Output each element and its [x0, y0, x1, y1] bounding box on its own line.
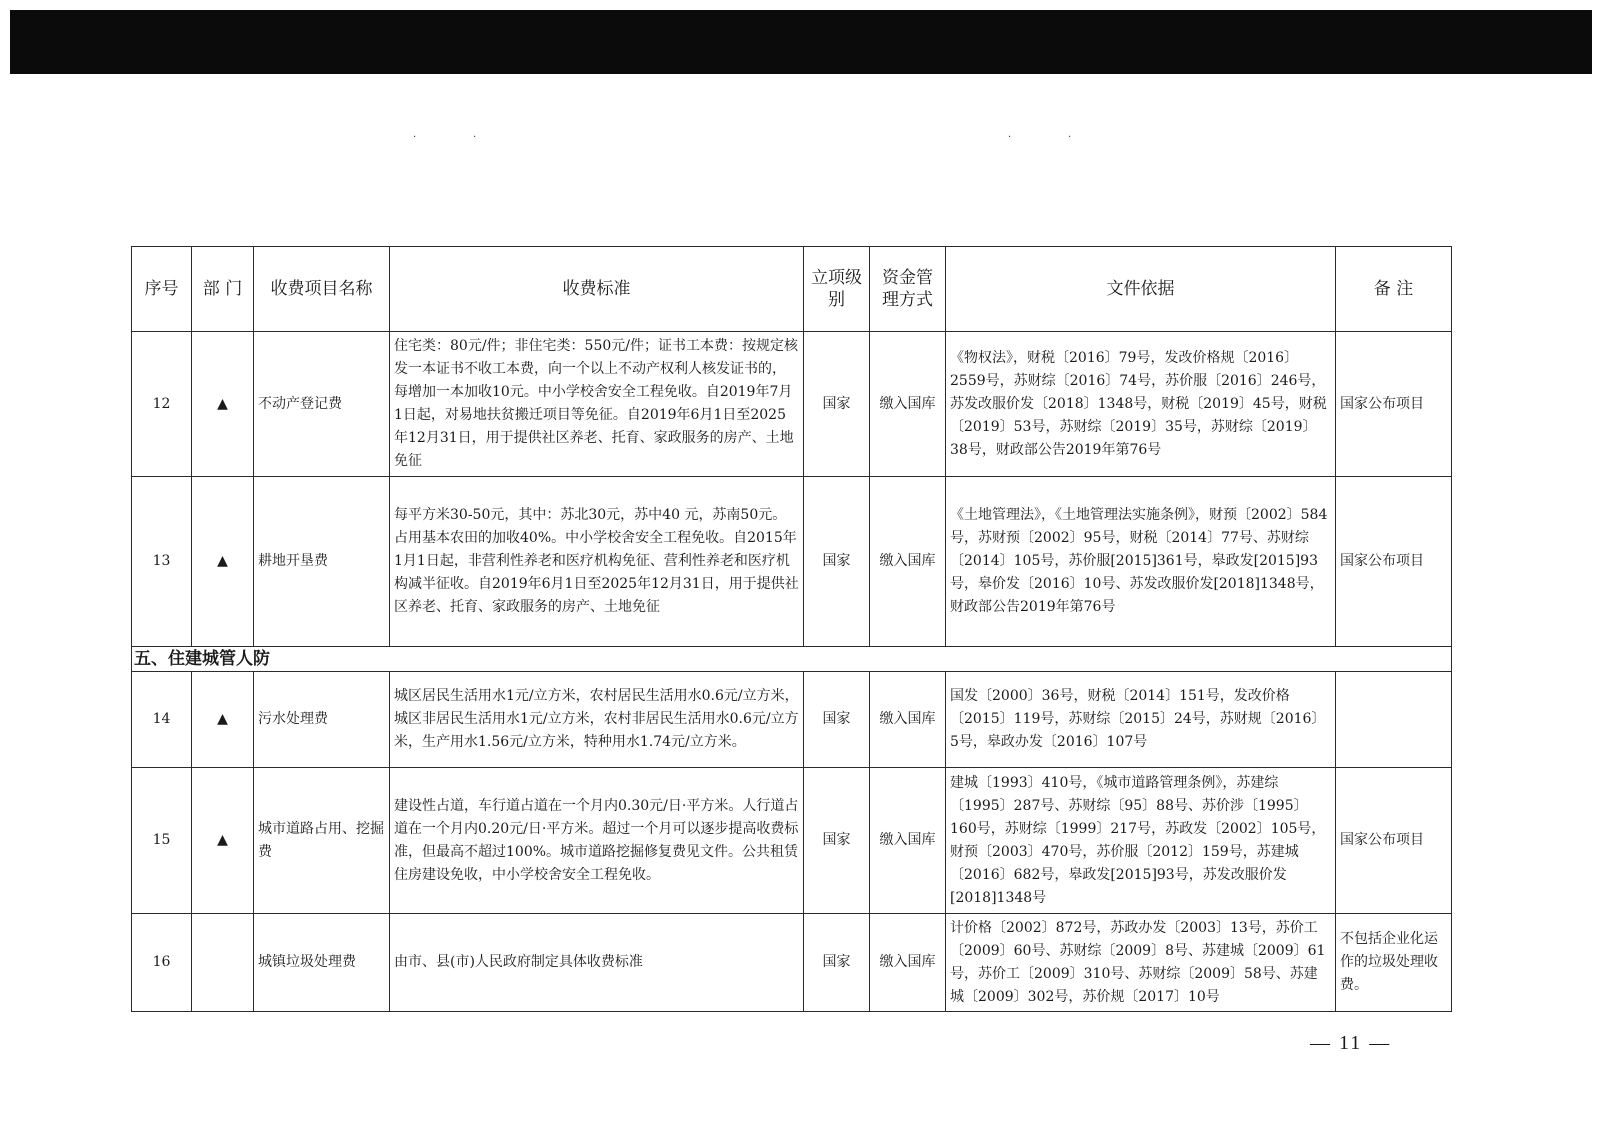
header-dept: 部 门	[192, 247, 254, 332]
row-fund: 缴入国库	[870, 672, 946, 768]
row-fund: 缴入国库	[870, 332, 946, 477]
scan-speck: ·	[473, 132, 477, 143]
table-row	[132, 672, 1452, 768]
row-number: 13	[132, 477, 192, 647]
row-number: 16	[132, 914, 192, 1012]
table-header-row	[132, 247, 1452, 332]
row-item-name: 城市道路占用、挖掘费	[254, 768, 390, 914]
row-number: 15	[132, 768, 192, 914]
row-standard: 住宅类：80元/件；非住宅类：550元/件；证书工本费：按规定核发一本证书不收工本费，向一个以上不动产权利人核发证书的，每增加一本加收10元。中小学校舍安全工程免收。自2019年7月1日起，对易地扶贫搬迁项目等免征。自2019年6月1日至2025年12月31日，用于提供社区养老、托育、家政服务的房产、土地免征	[390, 332, 804, 477]
row-note: 不包括企业化运作的垃圾处理收费。	[1336, 914, 1452, 1012]
table-row	[132, 477, 1452, 647]
scan-speck: ·	[1068, 132, 1072, 143]
row-standard: 城区居民生活用水1元/立方米，农村居民生活用水0.6元/立方米，城区非居民生活用水1元/立方米，农村非居民生活用水0.6元/立方米，生产用水1.56元/立方米，特种用水1.74元/立方米。	[390, 672, 804, 768]
row-item-name: 污水处理费	[254, 672, 390, 768]
row-fund: 缴入国库	[870, 768, 946, 914]
row-level: 国家	[804, 768, 870, 914]
header-standard: 收费标准	[390, 247, 804, 332]
table-row	[132, 332, 1452, 477]
scan-speck: ·	[413, 132, 417, 143]
fee-table	[131, 246, 1452, 1012]
row-item-name: 不动产登记费	[254, 332, 390, 477]
row-fund: 缴入国库	[870, 477, 946, 647]
table-row	[132, 768, 1452, 914]
row-note: 国家公布项目	[1336, 768, 1452, 914]
scan-speck: ·	[1008, 132, 1012, 143]
row-standard: 建设性占道，车行道占道在一个月内0.30元/日·平方米。人行道占道在一个月内0.20元/日·平方米。超过一个月可以逐步提高收费标准，但最高不超过100%。城市道路挖掘修复费见文件。公共租赁住房建设免收，中小学校舍安全工程免收。	[390, 768, 804, 914]
header-basis: 文件依据	[946, 247, 1336, 332]
row-level: 国家	[804, 914, 870, 1012]
row-number: 12	[132, 332, 192, 477]
row-standard: 由市、县(市)人民政府制定具体收费标准	[390, 914, 804, 1012]
row-basis: 《土地管理法》，《土地管理法实施条例》，财预〔2002〕584号，苏财预〔2002〕95号，财税〔2014〕77号、苏财综〔2014〕105号，苏价服[2015]361号，皋政发[2015]93号，皋价发〔2016〕10号、苏发改服价发[2018]1348号，财政部公告2019年第76号	[946, 477, 1336, 647]
row-note	[1336, 672, 1452, 768]
section-title: 五、住建城管人防	[132, 647, 1452, 672]
row-level: 国家	[804, 672, 870, 768]
row-note: 国家公布项目	[1336, 477, 1452, 647]
row-dept-mark: ▲	[192, 672, 254, 768]
row-dept-mark: ▲	[192, 332, 254, 477]
row-fund: 缴入国库	[870, 914, 946, 1012]
row-standard: 每平方米30-50元，其中：苏北30元，苏中40 元，苏南50元。占用基本农田的加收40%。中小学校舍安全工程免收。自2015年1月1日起，非营利性养老和医疗机构免征、营利性养老和医疗机构减半征收。自2019年6月1日至2025年12月31日，用于提供社区养老、托育、家政服务的房产、土地免征	[390, 477, 804, 647]
row-note: 国家公布项目	[1336, 332, 1452, 477]
header-number: 序号	[132, 247, 192, 332]
row-level: 国家	[804, 477, 870, 647]
row-dept-mark: ▲	[192, 768, 254, 914]
row-dept-mark	[192, 914, 254, 1012]
table-row	[132, 914, 1452, 1012]
row-level: 国家	[804, 332, 870, 477]
row-basis: 《物权法》，财税〔2016〕79号，发改价格规〔2016〕2559号，苏财综〔2016〕74号，苏价服〔2016〕246号，苏发改服价发〔2018〕1348号，财税〔2019〕45号，财税〔2019〕53号，苏财综〔2019〕35号，苏财综〔2019〕38号，财政部公告2019年第76号	[946, 332, 1336, 477]
row-basis: 建城〔1993〕410号，《城市道路管理条例》，苏建综〔1995〕287号、苏财综〔95〕88号、苏价涉〔1995〕160号，苏财综〔1999〕217号，苏政发〔2002〕105号，财预〔2003〕470号，苏价服〔2012〕159号，苏建城〔2016〕682号，皋政发[2015]93号，苏发改服价发[2018]1348号	[946, 768, 1336, 914]
row-basis: 国发〔2000〕36号，财税〔2014〕151号，发改价格〔2015〕119号，苏财综〔2015〕24号，苏财规〔2016〕5号，皋政办发〔2016〕107号	[946, 672, 1336, 768]
header-fund: 资金管理方式	[870, 247, 946, 332]
scan-top-black-band	[10, 10, 1592, 74]
row-number: 14	[132, 672, 192, 768]
header-note: 备 注	[1336, 247, 1452, 332]
header-item-name: 收费项目名称	[254, 247, 390, 332]
section-row	[132, 647, 1452, 672]
header-level: 立项级别	[804, 247, 870, 332]
row-basis: 计价格〔2002〕872号，苏政办发〔2003〕13号，苏价工〔2009〕60号、苏财综〔2009〕8号、苏建城〔2009〕61号，苏价工〔2009〕310号、苏财综〔2009〕58号、苏建城〔2009〕302号，苏价规〔2017〕10号	[946, 914, 1336, 1012]
row-item-name: 耕地开垦费	[254, 477, 390, 647]
row-dept-mark: ▲	[192, 477, 254, 647]
page-number: — 11 —	[1310, 1032, 1392, 1054]
row-item-name: 城镇垃圾处理费	[254, 914, 390, 1012]
